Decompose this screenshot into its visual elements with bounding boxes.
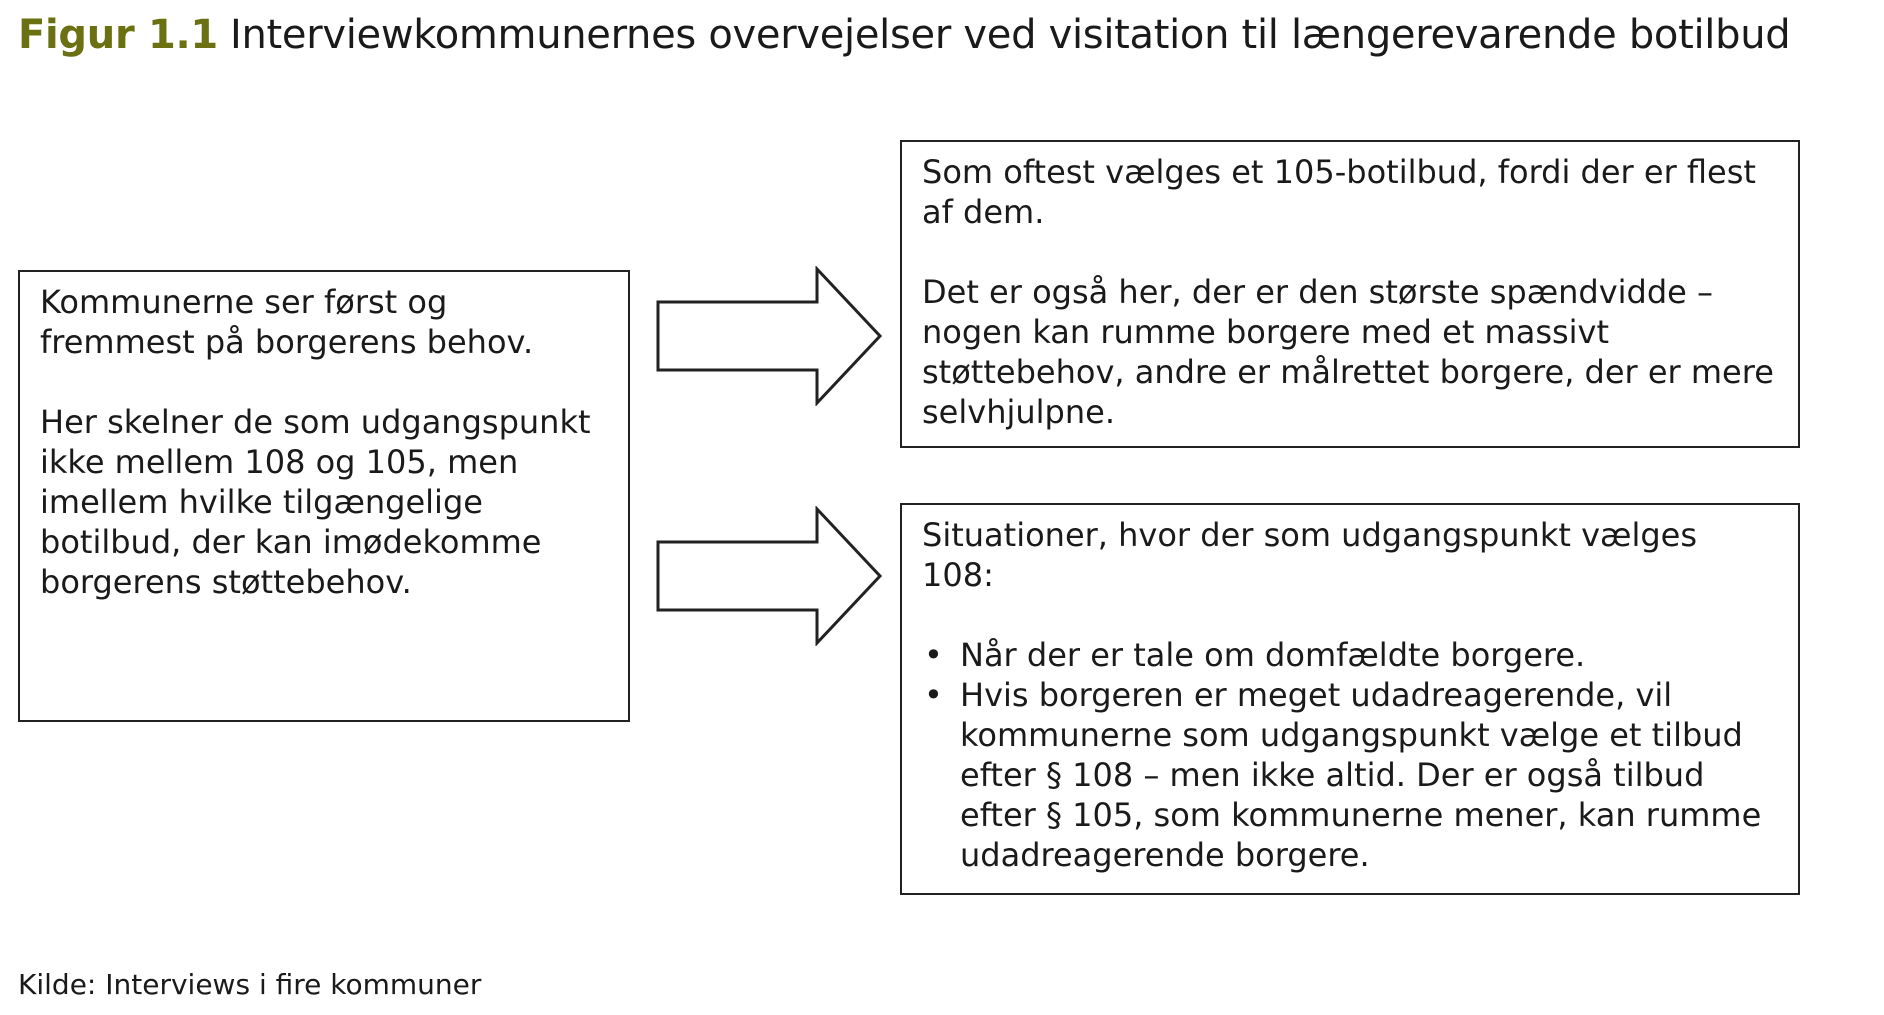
right-bottom-box (900, 503, 1800, 895)
left-box-paragraph-2: Her skelner de som udgangspunkt ikke mellem 108 og 105, men imellem hvilke tilgængelige botilbud, der kan imødekomme borgerens støttebehov. (40, 403, 591, 601)
arrow-shape-bottom (658, 509, 880, 643)
source-note: Kilde: Interviews i fire kommuner (18, 968, 482, 1001)
right-arrow-icon-bottom (655, 506, 885, 646)
right-top-paragraph-1: Som oftest vælges et 105-botilbud, fordi der er flest af dem. (922, 153, 1756, 231)
figure-title (18, 12, 1790, 58)
bullet-item (922, 675, 1778, 875)
left-box (18, 270, 630, 722)
right-bottom-intro: Situationer, hvor der som udgangspunkt vælges 108: (922, 516, 1697, 594)
bullet-text: Når der er tale om domfældte borgere. (960, 636, 1586, 674)
bullet-icon: • (924, 676, 943, 714)
right-top-paragraph-2: Det er også her, der er den største spændvidde – nogen kan rumme borgere med et massivt støttebehov, andre er målrettet borgere, der er mere selvhjulpne. (922, 273, 1774, 431)
left-box-paragraph-1: Kommunerne ser først og fremmest på borgerens behov. (40, 283, 534, 361)
bullet-text: Hvis borgeren er meget udadreagerende, vil kommunerne som udgangspunkt vælge et tilbud efter § 108 – men ikke altid. Der er også tilbud efter § 105, som kommunerne mener, kan rumme udadreagerende borgere. (960, 676, 1762, 874)
bullet-item (922, 635, 1778, 675)
bullet-icon: • (924, 636, 943, 674)
bullet-list (922, 635, 1778, 875)
right-arrow-icon-top (655, 266, 885, 406)
figure-title-text: Interviewkommunernes overvejelser ved visitation til længerevarende botilbud (229, 12, 1791, 58)
right-top-box (900, 140, 1800, 448)
figure-number: Figur 1.1 (18, 12, 218, 58)
arrow-shape-top (658, 269, 880, 403)
